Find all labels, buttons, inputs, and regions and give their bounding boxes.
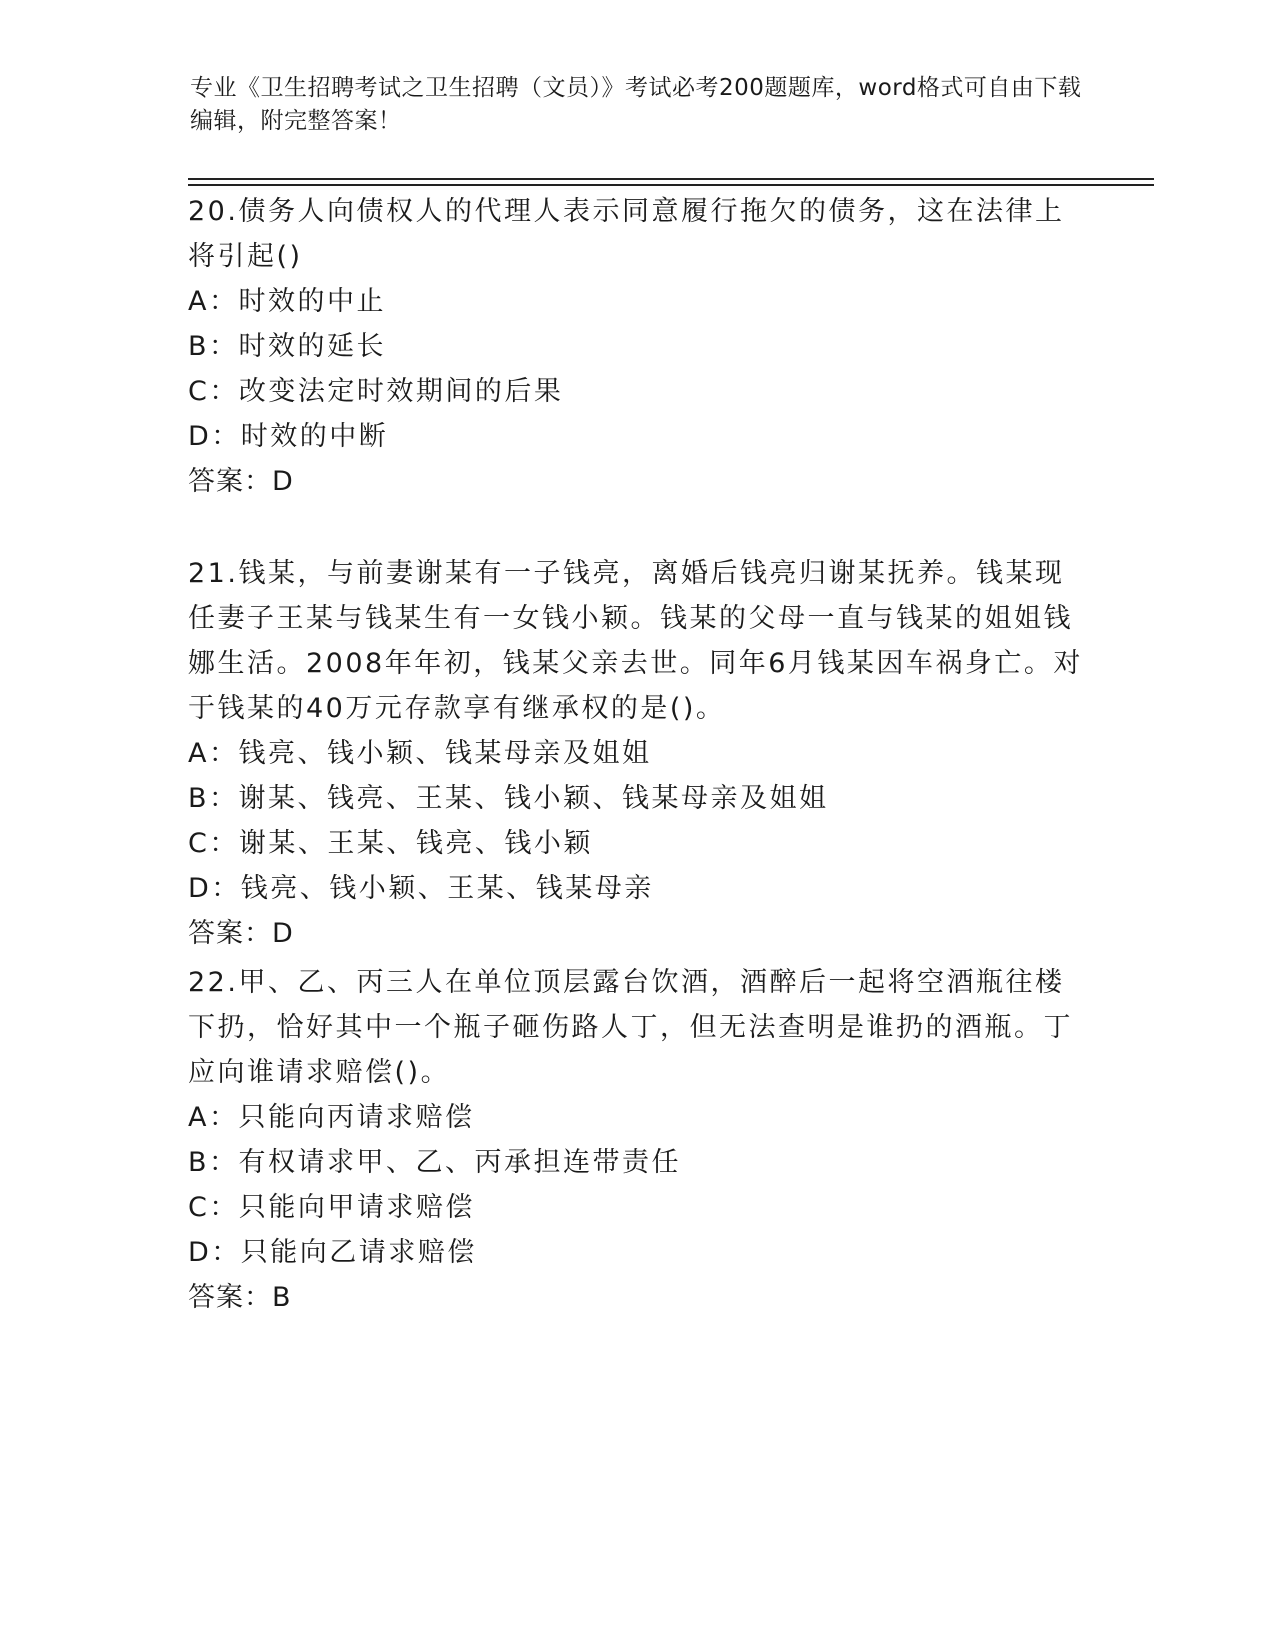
- option-c: C：谢某、王某、钱亮、钱小颖: [188, 828, 593, 859]
- header-divider-bottom: [188, 184, 1154, 186]
- answer-line: [188, 459, 1088, 504]
- option-a: A：时效的中止: [188, 286, 386, 317]
- question-stem: 21.钱某，与前妻谢某有一子钱亮，离婚后钱亮归谢某抚养。钱某现任妻子王某与钱某生有一女钱小颖。钱某的父母一直与钱某的姐姐钱娜生活。2008年年初，钱某父亲去世。同年6月钱某因车祸身亡。对于钱某的40万元存款享有继承权的是()。: [188, 558, 1083, 724]
- question-stem: 20.债务人向债权人的代理人表示同意履行拖欠的债务，这在法律上将引起(): [188, 196, 1065, 272]
- question-21: [188, 551, 1088, 956]
- question-22: [188, 960, 1088, 1320]
- option-d: D：钱亮、钱小颖、王某、钱某母亲: [188, 873, 654, 904]
- answer-label: 答案：: [188, 466, 272, 497]
- option-b: B：时效的延长: [188, 331, 387, 362]
- option-c: C：改变法定时效期间的后果: [188, 376, 564, 407]
- option-b: B：有权请求甲、乙、丙承担连带责任: [188, 1147, 682, 1178]
- option-a: A：只能向丙请求赔偿: [188, 1102, 475, 1133]
- question-stem: 22.甲、乙、丙三人在单位顶层露台饮酒，酒醉后一起将空酒瓶往楼下扔，恰好其中一个瓶子砸伤路人丁，但无法查明是谁扔的酒瓶。丁应向谁请求赔偿()。: [188, 967, 1073, 1088]
- option-a: A：钱亮、钱小颖、钱某母亲及姐姐: [188, 738, 652, 769]
- option-b: B：谢某、钱亮、王某、钱小颖、钱某母亲及姐姐: [188, 783, 829, 814]
- answer-value: D: [272, 918, 294, 949]
- answer-line: [188, 1275, 1088, 1320]
- question-20: [188, 189, 1088, 504]
- option-d: D：只能向乙请求赔偿: [188, 1237, 477, 1268]
- option-c: C：只能向甲请求赔偿: [188, 1192, 475, 1223]
- document-header-note: 专业《卫生招聘考试之卫生招聘（文员）》考试必考200题题库，word格式可自由下载编辑，附完整答案！: [190, 75, 1082, 134]
- option-d: D：时效的中断: [188, 421, 389, 452]
- answer-label: 答案：: [188, 1282, 272, 1313]
- answer-value: B: [272, 1282, 292, 1313]
- answer-line: [188, 911, 1088, 956]
- answer-label: 答案：: [188, 918, 272, 949]
- answer-value: D: [272, 466, 294, 497]
- header-divider-top: [188, 178, 1154, 180]
